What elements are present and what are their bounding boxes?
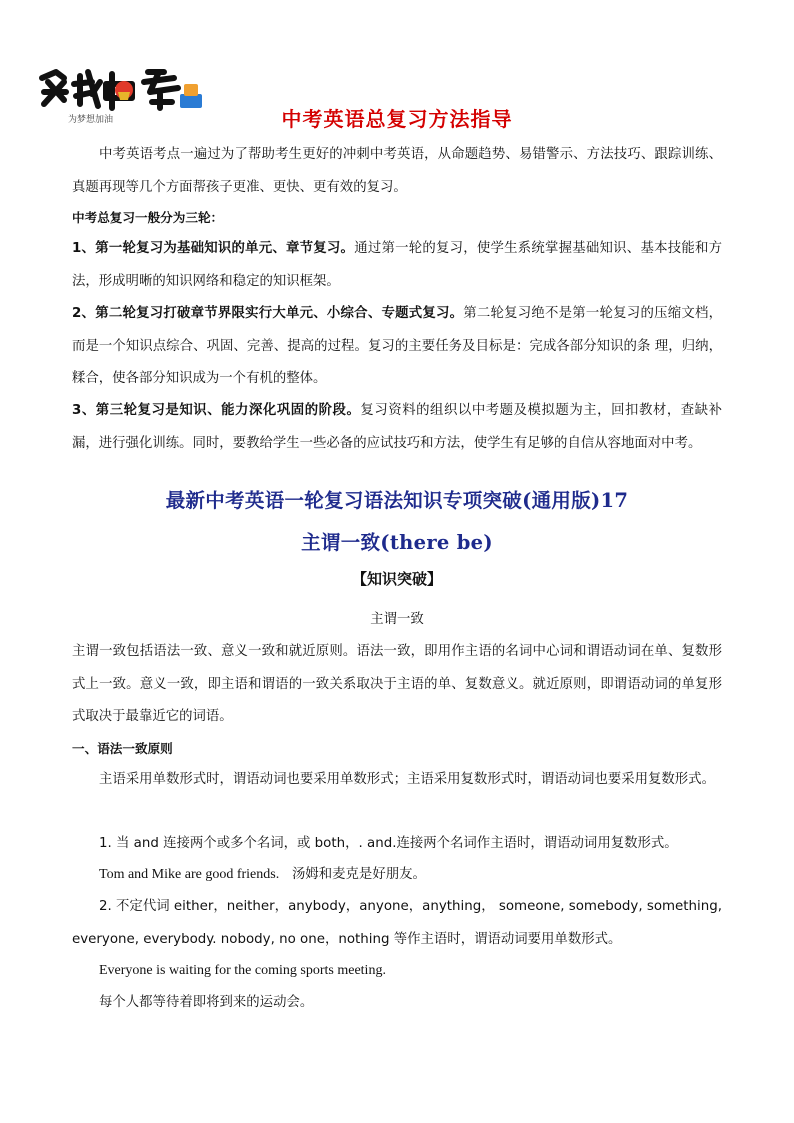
rule-2: 2. 不定代词 either，neither，anybody，anyone，anything， someone, somebody, something, everyone, everybody. nobody, no one，nothing 等作主语时，谓语动词要用单数形式。	[72, 899, 722, 947]
round-2-paragraph	[72, 298, 722, 396]
section-heading-1: 一、语法一致原则	[72, 741, 173, 756]
round-1-bold: 1、第一轮复习为基础知识的单元、章节复习。	[72, 241, 355, 256]
guide-title: 中考英语总复习方法指导	[281, 107, 513, 131]
section-label: 【知识突破】	[351, 570, 442, 588]
rounds-heading: 中考总复习一般分为三轮：	[72, 210, 224, 225]
example-1	[72, 859, 722, 892]
logo-subtext: 为梦想加油	[68, 115, 114, 125]
round-1-text: 通过第一轮的复习，使学生系统掌握基础知识、基本技能和方法，形成明晰的知识网络和稳定的知识框架。	[72, 241, 722, 289]
guide-intro: 中考英语考点一遍过为了帮助考生更好的冲刺中考英语，从命题趋势、易错警示、方法技巧、跟踪训练、真题再现等几个方面帮孩子更准、更快、更有效的复习。	[72, 147, 722, 195]
intro-paragraph: 主谓一致包括语法一致、意义一致和就近原则。语法一致，即用作主语的名词中心词和谓语动词在单、复数形式上一致。意义一致，即主语和谓语的一致关系取决于主语的单、复数意义。就近原则，即谓语动词的单复形式取决于最靠近它的词语。	[72, 644, 722, 724]
main-subtitle: 主谓一致(there be)	[301, 531, 493, 554]
round-3-text: 复习资料的组织以中考题及模拟题为主，回扣教材，查缺补漏，进行强化训练。同时，要教给学生一些必备的应试技巧和方法，使学生有足够的自信从容地面对中考。	[72, 403, 722, 451]
main-title: 最新中考英语一轮复习语法知识专项突破(通用版)17	[165, 489, 629, 512]
round-1-paragraph	[72, 233, 722, 298]
example-1-chinese: 汤姆和麦克是好朋友。	[291, 867, 426, 882]
example-2-chinese: 每个人都等待着即将到来的运动会。	[99, 995, 314, 1010]
round-3-paragraph	[72, 395, 722, 460]
example-2-english: Everyone is waiting for the coming sports meeting.	[99, 963, 386, 978]
topic-subtitle: 主谓一致	[370, 612, 424, 627]
rule-paragraph: 主语采用单数形式时，谓语动词也要采用单数形式；主语采用复数形式时，谓语动词也要采用复数形式。	[99, 772, 715, 787]
example-1-english: Tom and Mike are good friends.	[99, 867, 280, 882]
round-3-bold: 3、第三轮复习是知识、能力深化巩固的阶段。	[72, 403, 361, 418]
round-2-text: 第二轮复习绝不是第一轮复习的压缩文档，而是一个知识点综合、巩固、完善、提高的过程。复习的主要任务及目标是：完成各部分知识的条 理，归纳，糅合，使各部分知识成为一个有机的整体。	[72, 306, 722, 386]
rule-1: 1. 当 and 连接两个或多个名词，或 both，. and.连接两个名词作主语时，谓语动词用复数形式。	[99, 836, 678, 851]
round-2-bold: 2、第二轮复习打破章节界限实行大单元、小综合、专题式复习。	[72, 306, 464, 321]
